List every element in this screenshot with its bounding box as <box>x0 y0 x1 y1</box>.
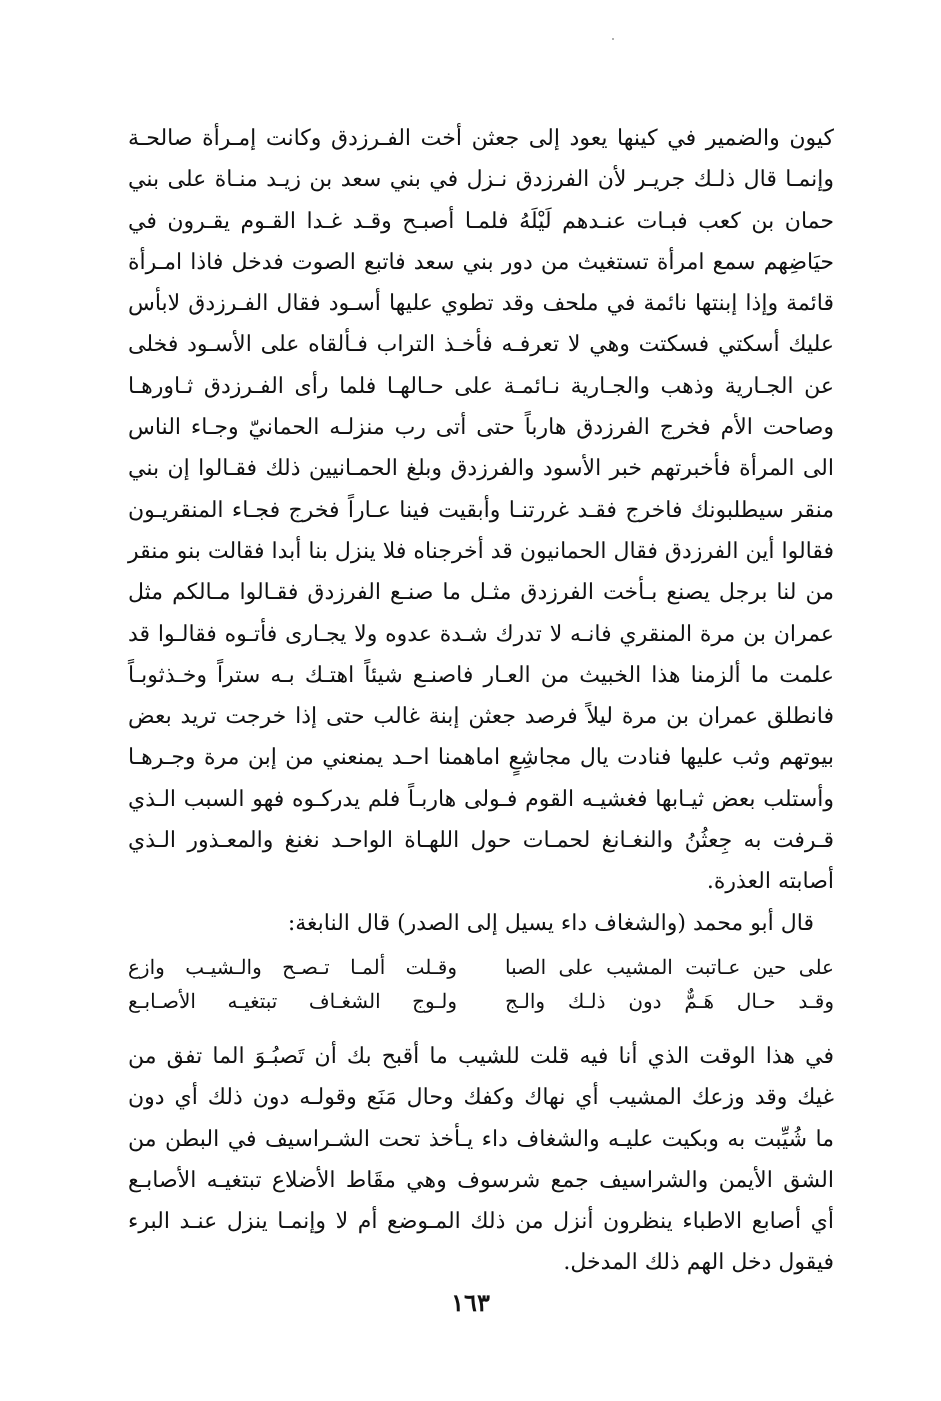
text-line: منقر سيطلبونك فاخرج فقـد غررتنـا وأبقيت فينا عـاراً فخرج فجـاء المنقريـون <box>128 497 834 523</box>
text-line: الشق الأيمن والشراسيف جمع شرسوف وهي مقَاط الأضلاع تبتغيـه الأصابـع <box>128 1167 834 1193</box>
text-line: أصابته العذرة. <box>706 869 834 895</box>
paragraph-1 <box>128 118 834 903</box>
text-line: وإنمـا قال ذلـك جريـر لأن الفرزدق نـزل في بني سعد بن زيـد منـاة على بني <box>128 167 834 193</box>
text-line: غيك وقد وزعك المشيب أي نهاك وكفك وحال مَنَع وقولـه دون ذلك أي دون <box>128 1085 834 1111</box>
verse-first-hemistich: وقـد حـال هَـمٌّ دون ذلـك والـج <box>505 988 834 1013</box>
text-line: حيَاضِهم سمع امرأة تستغيث من دور بني سعد فاتبع الصوت فدخل فاذا امـرأة <box>128 249 834 275</box>
text-line: كيون والضمير في كينها يعود إلى جعثن أخت الفـرزدق وكانت إمـرأة صالحـة <box>128 126 834 151</box>
text-line: عليك أسكتي فسكتت وهي لا تعرفـه فأخـذ التراب فـألقاه على الأسـود فخلى <box>128 332 834 358</box>
verse-second-hemistich: وقـلت ألمـا تـصـح والـشيـب وازع <box>128 954 457 979</box>
verse-first-hemistich: على حين عـاتبت المشيب على الصبا <box>505 954 834 979</box>
text-line: ما شُيِّبت به وبكيت عليـه والشغاف داء يـأخذ تحت الشـراسيف في البطن من <box>128 1126 834 1152</box>
poem-intro: قال أبو محمد (والشغاف داء يسيل إلى الصدر) قال النابغة: <box>287 910 814 936</box>
text-line: قـرفت به جِعثُنُ والنغـانغ لحمـات حول اللهـاة الواحـد نغنغ والمعـذور الـذي <box>128 828 834 854</box>
text-line: وصاحت الأم فخرج الفرزدق هارباً حتى أتى رب منزلـه الحمانيّ وجـاء الناس <box>128 415 834 441</box>
scan-speck <box>612 38 614 40</box>
text-line: وأستلب بعض ثيـابها فغشيـه القوم فـولى هاربـاً فلم يدركـوه فهو السبب الـذي <box>128 786 834 812</box>
poem-verse <box>128 984 834 1018</box>
text-line: الى المرأة فأخبرتهم خبر الأسود والفرزدق وبلغ الحمـانيين ذلك فقـالوا إن بني <box>128 456 834 482</box>
text-line: عمران بن مرة المنقري فانـه لا تدرك شـدة عدوه ولا يجـارى فأتـوه فقالـوا قد <box>128 621 834 647</box>
poem-verse <box>128 950 834 984</box>
poem <box>128 950 834 1018</box>
text-line: أي أصابع الاطباء ينظرون أنزل من ذلك المـوضع أم لا وإنمـا ينزل عنـد البرء <box>128 1209 834 1235</box>
text-line: فانطلق عمران بن مرة ليلاً فرصد جعثن إبنة غالب حتى إذا خرجت تريد بعض <box>128 704 834 730</box>
text-line: علمت ما ألزمنا هذا الخبيث من العـار فاصنـع شيئاً اهتـك بـه ستراً وخـذثوبـاً <box>128 662 834 688</box>
page-text <box>128 118 834 1284</box>
text-line: بيوتهم وثب عليها فنادت يال مجاشِعٍ اماهمنا احـد يمنعني من إبن مرة وجـرهـا <box>128 745 834 771</box>
paragraph-2 <box>128 1036 834 1284</box>
text-line: في هذا الوقت الذي أنا فيه قلت للشيب ما أقبح بك أن تَصبُـوَ الما تفق من <box>128 1043 834 1069</box>
page-number: ١٦٣ <box>451 1288 490 1317</box>
text-line: من لنا برجل يصنع بـأخت الفرزدق مثـل ما صنـع الفرزدق فقـالوا مـالكم مثل <box>128 580 834 606</box>
text-line: عن الجـارية وذهب والجـارية نـائمـة على حـالهـا فلما رأى الفـرزدق ثـاورهـا <box>128 373 834 399</box>
text-line: فقالوا أين الفرزدق فقال الحمانيون قد أخرجناه فلا ينزل بنا أبدا فقالت بنو منقر <box>128 538 834 564</box>
text-line: قائمة وإذا إبنتها نائمة في ملحف وقد تطوي عليها أسـود فقال الفـرزدق لابأس <box>128 291 834 317</box>
verse-second-hemistich: ولـوج الشغـاف تبتغيـه الأصـابـع <box>128 988 457 1013</box>
text-line: حمان بن كعب فبـات عنـدهم لَيْلَهُ فلمـا أصبـح وقـد غـدا القـوم يقـرون في <box>128 208 834 234</box>
text-line: فيقول دخل الهم ذلك المدخل. <box>563 1250 834 1276</box>
